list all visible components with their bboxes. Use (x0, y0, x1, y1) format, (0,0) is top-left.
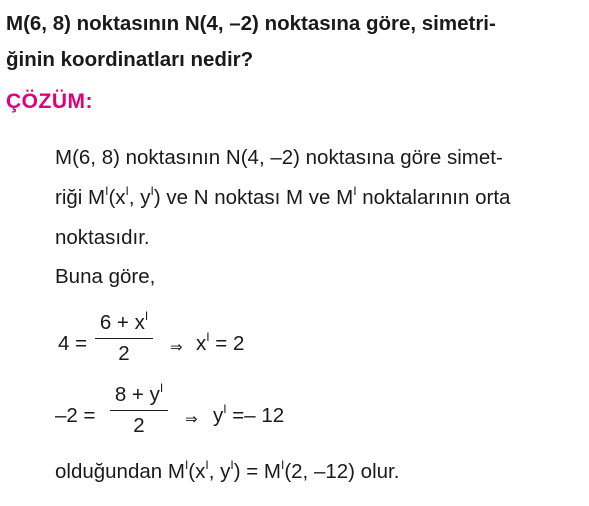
question-text (6, 6, 584, 78)
solution-label: ÇÖZÜM: (6, 90, 93, 113)
prime-mark: I (150, 184, 154, 198)
prime-mark: I (280, 458, 285, 472)
prime-mark: I (125, 184, 129, 198)
equation-1-fraction (95, 311, 153, 366)
result-var: y (213, 404, 224, 427)
prime-mark: I (159, 381, 164, 395)
numerator-text: 8 + y (114, 383, 160, 406)
conclusion-text: , y (208, 460, 231, 483)
prime-mark: I (144, 309, 149, 323)
result-value: =– 12 (226, 404, 285, 427)
implies-arrow-icon: ⇒ (185, 411, 198, 428)
result-value: = 2 (209, 332, 245, 355)
question-line-2: ğinin koordinatları nedir? (6, 48, 254, 71)
body-text: ) ve N noktası M ve M (153, 186, 354, 209)
numerator-text: 6 + x (99, 311, 145, 334)
body-line-1: M(6, 8) noktasının N(4, –2) noktasına göre simet- (55, 146, 503, 169)
equation-1-denominator: 2 (118, 342, 130, 365)
equation-1-numerator (95, 311, 153, 335)
equation-1-result (196, 332, 244, 356)
fraction-bar (110, 410, 168, 411)
prime-mark: I (105, 184, 109, 198)
prime-mark: I (230, 458, 234, 472)
conclusion-text: (2, –12) olur. (284, 460, 400, 483)
prime-mark: I (223, 402, 227, 416)
prime-mark: I (353, 184, 357, 198)
equation-2-lhs: –2 = (55, 404, 96, 427)
body-text: , y (128, 186, 151, 209)
result-var: x (196, 332, 207, 355)
body-line-2 (55, 178, 585, 218)
conclusion-text: olduğundan M (55, 460, 185, 483)
conclusion-text: (x (188, 460, 206, 483)
solution-body (55, 138, 585, 258)
question-line-1: M(6, 8) noktasının N(4, –2) noktasına göre, simetri- (6, 12, 496, 35)
body-text: noktalarının orta (356, 186, 511, 209)
buna-gore-text: Buna göre, (55, 265, 156, 288)
prime-mark: I (184, 458, 189, 472)
prime-mark: I (205, 458, 209, 472)
prime-mark: I (206, 330, 210, 344)
fraction-bar (95, 338, 153, 339)
conclusion-line (55, 460, 399, 484)
body-text: (x (108, 186, 126, 209)
implies-arrow-icon: ⇒ (170, 339, 183, 356)
equation-2-denominator: 2 (133, 414, 145, 437)
equation-2-fraction (110, 383, 168, 438)
body-text: riği M (55, 186, 106, 209)
equation-2-result (213, 404, 284, 428)
equation-1-lhs: 4 = (58, 332, 88, 355)
equation-2-numerator (110, 383, 168, 407)
conclusion-text: ) = M (233, 460, 281, 483)
body-line-3: noktasıdır. (55, 226, 150, 249)
